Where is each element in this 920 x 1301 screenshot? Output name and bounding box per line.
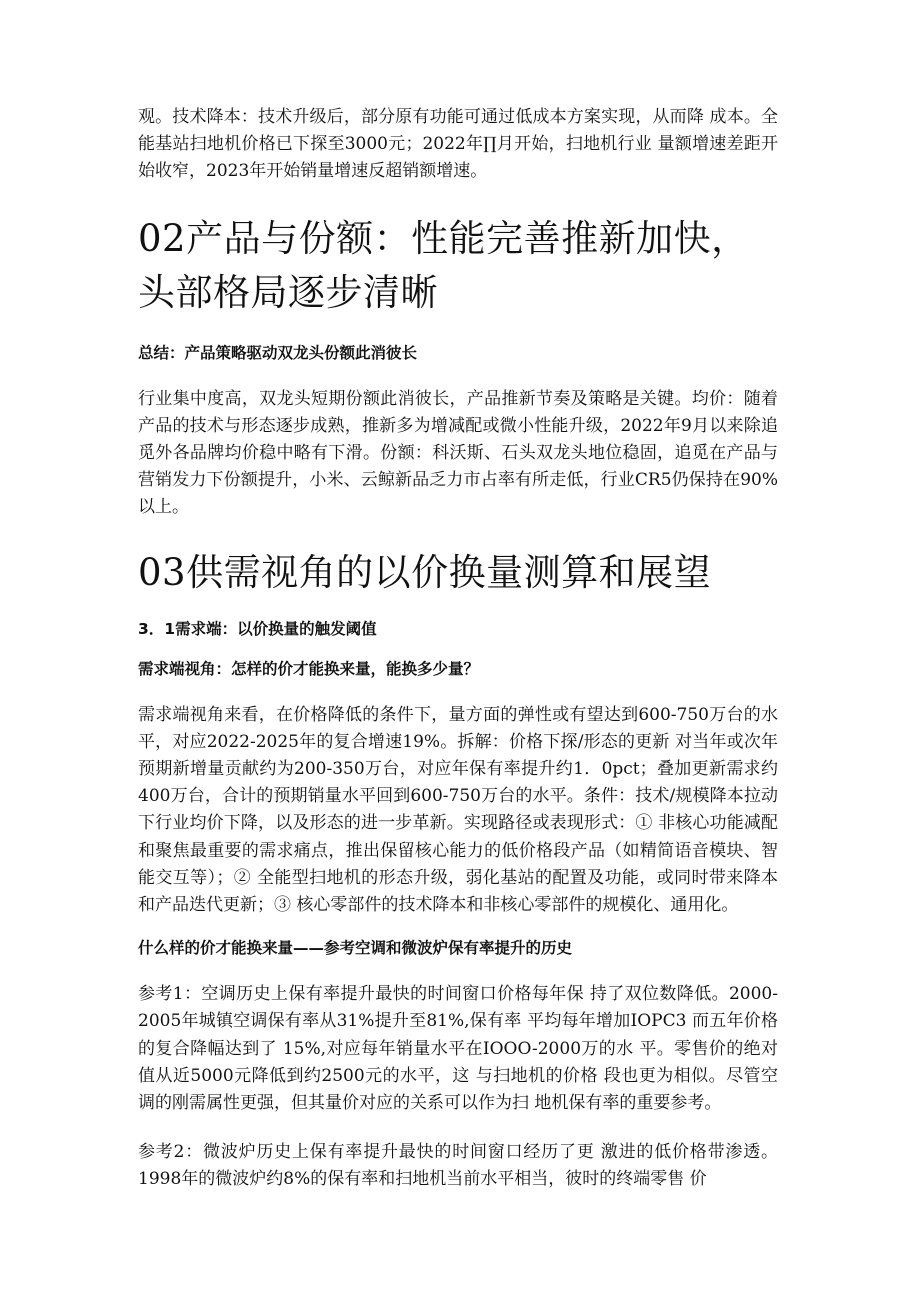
intro-paragraph: 观。技术降本：技术升级后，部分原有功能可通过低成本方案实现，从而降 成本。全能基站扫地机价格已下探至3000元；2022年∏月开始，扫地机行业 量额增速差距开始收窄，2023年开始销量增速反超销额增速。 — [138, 107, 778, 182]
section-02-summary-heading: 总结：产品策略驱动双龙头份额此消彼长 — [138, 343, 418, 362]
demand-side-heading: 需求端视角：怎样的价才能换来量，能换多少量？ — [138, 659, 480, 678]
section-03-heading: 03供需视角的以价换量测算和展望 — [138, 550, 712, 594]
reference-2-paragraph: 参考2：微波炉历史上保有率提升最快的时间窗口经历了更 激进的低价格带渗透。1998年的微波炉约8%的保有率和扫地机当前水平相当，彼时的终端零售 价 — [138, 1142, 778, 1190]
demand-side-paragraph: 需求端视角来看，在价格降低的条件下，量方面的弹性或有望达到600-750万台的水平，对应2022-2025年的复合增速19%。拆解：价格下探/形态的更新 对当年或次年预期新增量贡献约为200-350万台，对应年保有率提升约1．0pct；叠加更新需求约400万台，合计的预期销量水平回到600-750万台的水平。条件：技术/规模降本拉动下行业均价下降，以及形态的进一步革新。实现路径或表现形式：① 非核心功能减配和聚焦最重要的需求痛点，推出保留核心能力的低价格段产品（如精简语音模块、智能交互等）；② 全能型扫地机的形态升级，弱化基站的配置及功能，或同时带来降本和产品迭代更新；③ 核心零部件的技术降本和非核心零部件的规模化、通用化。 — [138, 704, 778, 916]
price-history-heading: 什么样的价才能换来量——参考空调和微波炉保有率提升的历史 — [138, 939, 573, 958]
section-02-paragraph: 行业集中度高，双龙头短期份额此消彼长，产品推新节奏及策略是关键。均价：随着产品的技术与形态逐步成熟，推新多为增减配或微小性能升级，2022年9月以来除追觅外各品牌均价稳中略有下滑。份额：科沃斯、石头双龙头地位稳固，追觅在产品与营销发力下份额提升，小米、云鲸新品乏力市占率有所走低，行业CR5仍保持在90%以上。 — [138, 388, 778, 518]
subsection-3-1-heading: 3．1需求端：以价换量的触发阈值 — [138, 619, 377, 638]
reference-1-paragraph: 参考1：空调历史上保有率提升最快的时间窗口价格每年保 持了双位数降低。2000-2005年城镇空调保有率从31%提升至81%,保有率 平均每年增加IOPC3 而五年价格的复合降幅达到了 15%,对应每年销量水平在IOOO-2000万的水 平。零售价的绝对值从近5000元降低到约2500元的水平，这 与扫地机的价格 段也更为相似。尽管空调的刚需属性更强，但其量价对应的关系可以作为扫 地机保有率的重要参考。 — [138, 984, 778, 1114]
section-02-heading: 02产品与份额：性能完善推新加快，头部格局逐步清晰 — [138, 216, 749, 314]
